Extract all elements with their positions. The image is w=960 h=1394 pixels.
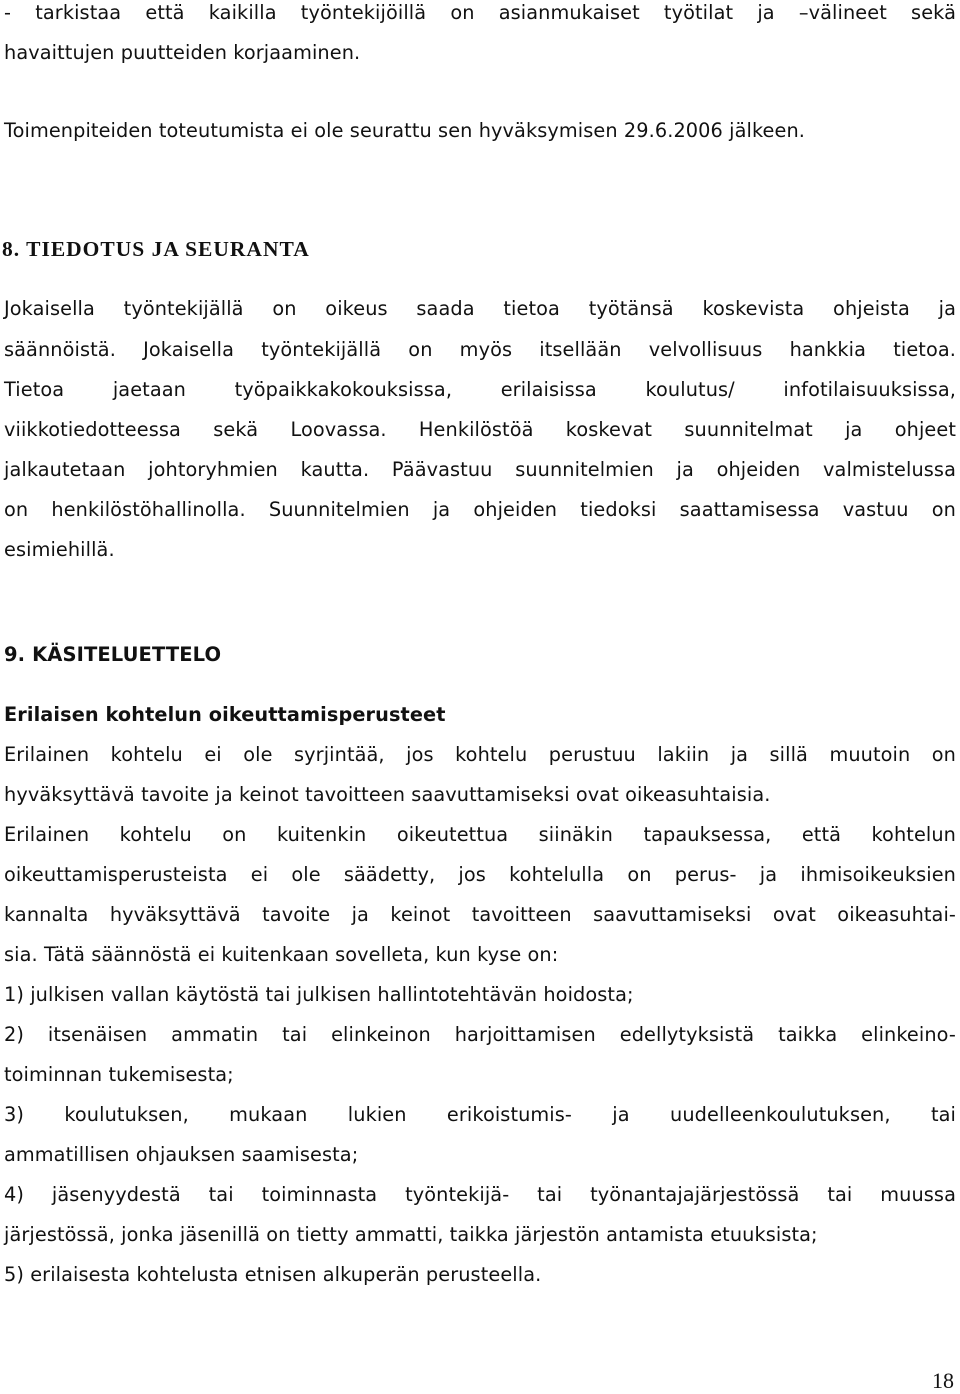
list-item-continuation: järjestössä, jonka jäsenillä on tietty ammatti, taikka järjestön antamista etuuksista; <box>4 1223 818 1246</box>
section-heading-9: 9. KÄSITELUETTELO <box>4 643 222 666</box>
paragraph-line: jalkautetaan johtoryhmien kautta. Päävastuu suunnitelmien ja ohjeiden valmistelussa <box>4 458 956 481</box>
paragraph-line: esimiehillä. <box>4 538 115 561</box>
paragraph-line: säännöistä. Jokaisella työntekijällä on myös itsellään velvollisuus hankkia tietoa. <box>4 338 956 361</box>
status-paragraph: Toimenpiteiden toteutumista ei ole seurattu sen hyväksymisen 29.6.2006 jälkeen. <box>4 119 806 142</box>
paragraph-line: hyväksyttävä tavoite ja keinot tavoitteen saavuttamiseksi ovat oikeasuhtaisia. <box>4 783 771 806</box>
paragraph-line: Erilainen kohtelu on kuitenkin oikeutettua siinäkin tapauksessa, että kohtelun <box>4 823 956 846</box>
list-item-continuation: ammatillisen ohjauksen saamisesta; <box>4 1143 359 1166</box>
list-item: 1) julkisen vallan käytöstä tai julkisen hallintotehtävän hoidosta; <box>4 983 634 1006</box>
paragraph-line: Erilainen kohtelu ei ole syrjintää, jos kohtelu perustuu lakiin ja sillä muutoin on <box>4 743 956 766</box>
paragraph-line: on henkilöstöhallinolla. Suunnitelmien ja ohjeiden tiedoksi saattamisessa vastuu on <box>4 498 956 521</box>
paragraph-line: viikkotiedotteessa sekä Loovassa. Henkilöstöä koskevat suunnitelmat ja ohjeet <box>4 418 956 441</box>
list-item: 4) jäsenyydestä tai toiminnasta työntekijä- tai työnantajajärjestössä tai muussa <box>4 1183 956 1206</box>
list-item: 5) erilaisesta kohtelusta etnisen alkuperän perusteella. <box>4 1263 542 1286</box>
list-item: 2) itsenäisen ammatin tai elinkeinon harjoittamisen edellytyksistä taikka elinkeino- <box>4 1023 956 1046</box>
page-number: 18 <box>932 1368 954 1393</box>
paragraph-line: sia. Tätä säännöstä ei kuitenkaan sovelleta, kun kyse on: <box>4 943 559 966</box>
paragraph-line: Tietoa jaetaan työpaikkakokouksissa, erilaisissa koulutus/ infotilaisuuksissa, <box>4 378 956 401</box>
bullet-line: - tarkistaa että kaikilla työntekijöillä on asianmukaiset työtilat ja –välineet sekä <box>4 1 956 24</box>
bullet-line-continuation: havaittujen puutteiden korjaaminen. <box>4 41 361 64</box>
subheading: Erilaisen kohtelun oikeuttamisperusteet <box>4 703 446 726</box>
paragraph-line: oikeuttamisperusteista ei ole säädetty, jos kohtelulla on perus- ja ihmisoikeuksien <box>4 863 956 886</box>
paragraph-line: Jokaisella työntekijällä on oikeus saada tietoa työtänsä koskevista ohjeista ja <box>4 297 956 320</box>
list-item: 3) koulutuksen, mukaan lukien erikoistumis- ja uudelleenkoulutuksen, tai <box>4 1103 956 1126</box>
list-item-continuation: toiminnan tukemisesta; <box>4 1063 234 1086</box>
section-heading-8: 8. TIEDOTUS JA SEURANTA <box>2 237 310 261</box>
paragraph-line: kannalta hyväksyttävä tavoite ja keinot tavoitteen saavuttamiseksi ovat oikeasuhtai- <box>4 903 956 926</box>
